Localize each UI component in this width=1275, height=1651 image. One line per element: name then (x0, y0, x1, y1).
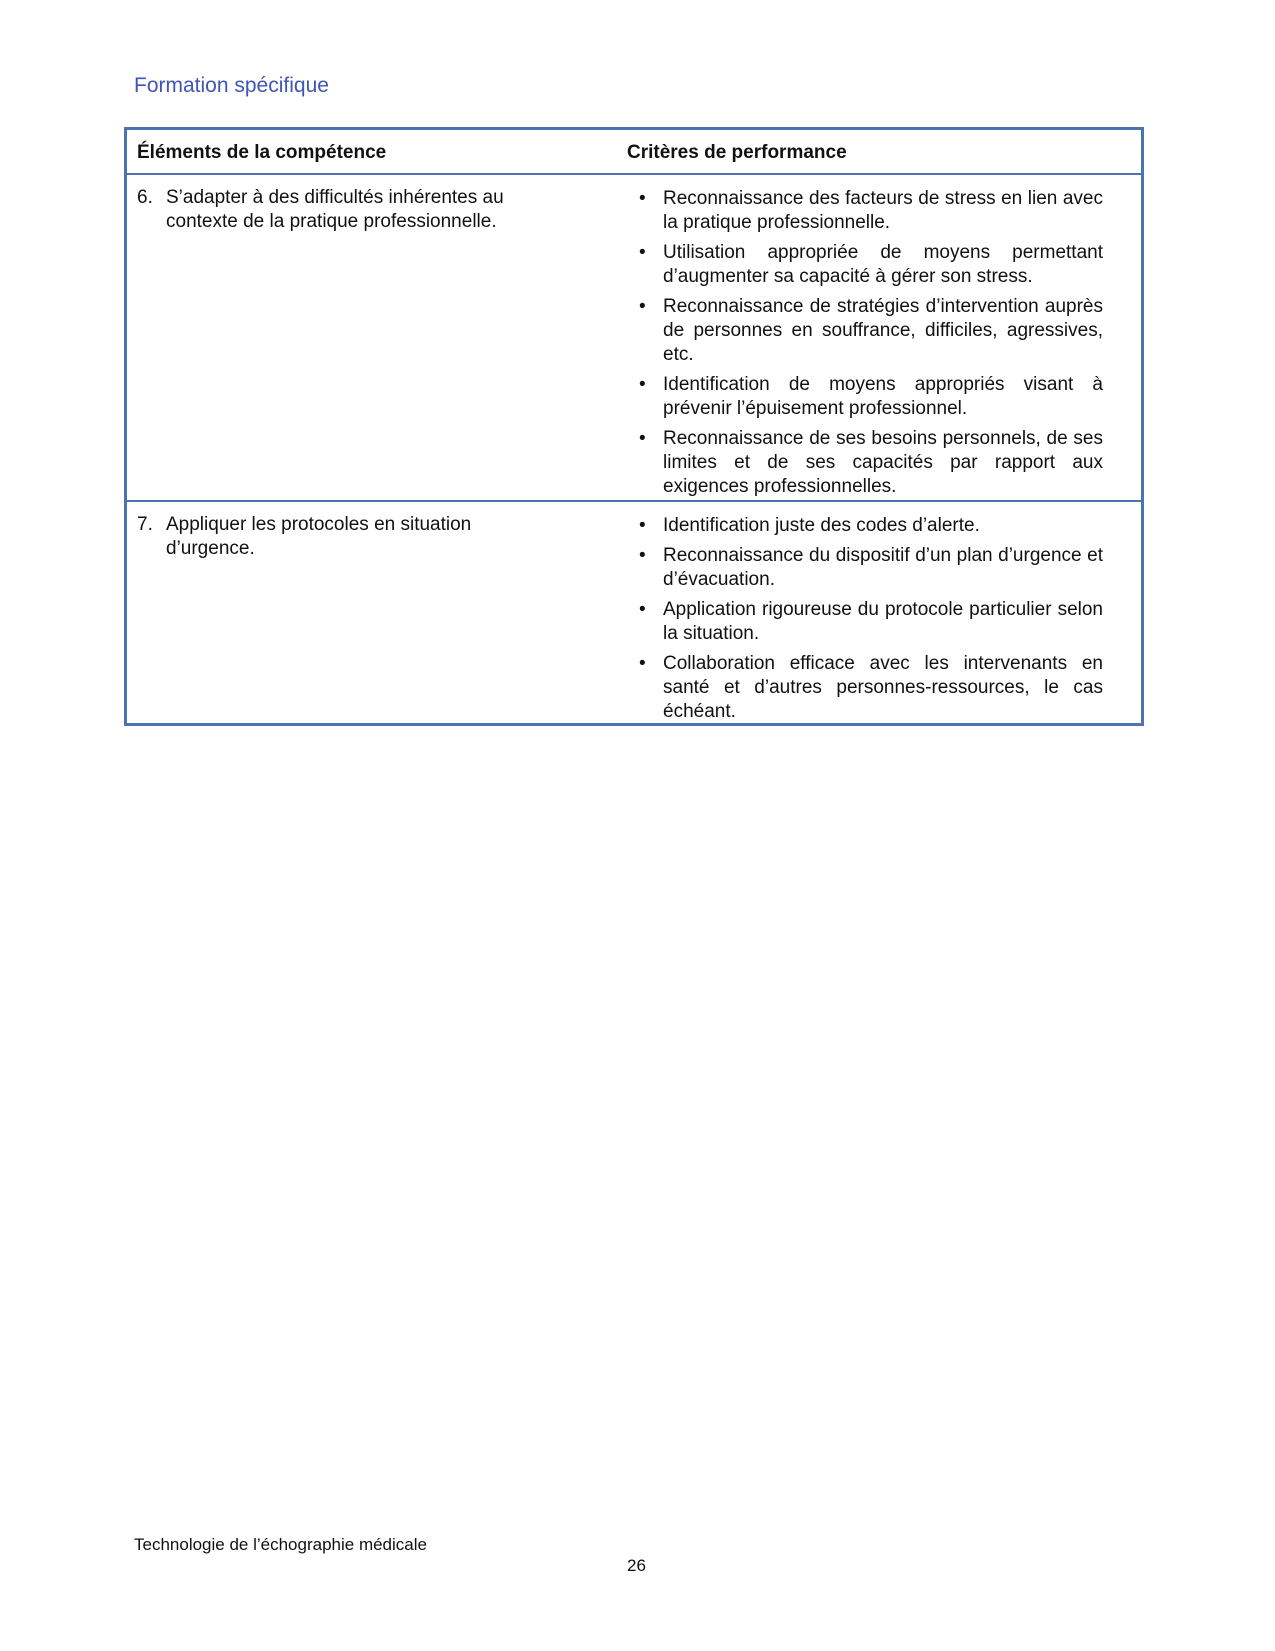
criteria-list (627, 175, 1127, 499)
criteria-cell (627, 175, 1141, 500)
criteria-item (627, 187, 1127, 235)
element-text: Appliquer les protocoles en situation d’urgence. (166, 514, 472, 559)
bullet-icon: • (639, 242, 646, 263)
criteria-item (627, 295, 1127, 367)
bullet-icon: • (639, 374, 646, 395)
criteria-text: Utilisation appropriée de moyens permettant d’augmenter sa capacité à gérer son stress. (663, 242, 1103, 287)
section-title: Formation spécifique (134, 74, 329, 97)
criteria-text: Reconnaissance des facteurs de stress en lien avec la pratique professionnelle. (663, 188, 1103, 233)
header-elements: Éléments de la compétence (137, 142, 387, 163)
bullet-icon: • (639, 653, 646, 674)
element-number: 7. (137, 514, 153, 535)
header-criteria: Critères de performance (627, 142, 847, 163)
criteria-list (627, 502, 1127, 724)
bullet-icon: • (639, 188, 646, 209)
bullet-icon: • (639, 296, 646, 317)
criteria-item (627, 241, 1127, 289)
criteria-item (627, 598, 1127, 646)
criteria-text: Reconnaissance de ses besoins personnels, de ses limites et de ses capacités par rapport aux exigences professionnelles. (663, 428, 1103, 497)
table-header-row (127, 130, 1141, 175)
table-row (127, 175, 1141, 502)
criteria-text: Identification juste des codes d’alerte. (663, 515, 980, 536)
footer-program-name: Technologie de l’échographie médicale (134, 1535, 427, 1554)
criteria-item (627, 373, 1127, 421)
bullet-icon: • (639, 599, 646, 620)
criteria-item (627, 427, 1127, 499)
element-text: S’adapter à des difficultés inhérentes au contexte de la pratique professionnelle. (166, 187, 504, 232)
criteria-cell (627, 502, 1141, 723)
page-number: 26 (627, 1556, 646, 1575)
element-cell (127, 502, 627, 723)
table-row (127, 502, 1141, 723)
criteria-text: Identification de moyens appropriés visant à prévenir l’épuisement professionnel. (663, 374, 1103, 419)
element-number: 6. (137, 187, 153, 208)
competence-table (124, 127, 1144, 726)
criteria-text: Application rigoureuse du protocole particulier selon la situation. (663, 599, 1103, 644)
bullet-icon: • (639, 428, 646, 449)
criteria-text: Collaboration efficace avec les intervenants en santé et d’autres personnes-ressources, le cas échéant. (663, 653, 1103, 722)
criteria-item (627, 514, 1127, 538)
element-cell (127, 175, 627, 500)
bullet-icon: • (639, 515, 646, 536)
criteria-text: Reconnaissance du dispositif d’un plan d’urgence et d’évacuation. (663, 545, 1103, 590)
criteria-item (627, 652, 1127, 724)
bullet-icon: • (639, 545, 646, 566)
criteria-text: Reconnaissance de stratégies d’intervention auprès de personnes en souffrance, difficiles, agressives, etc. (663, 296, 1103, 365)
criteria-item (627, 544, 1127, 592)
